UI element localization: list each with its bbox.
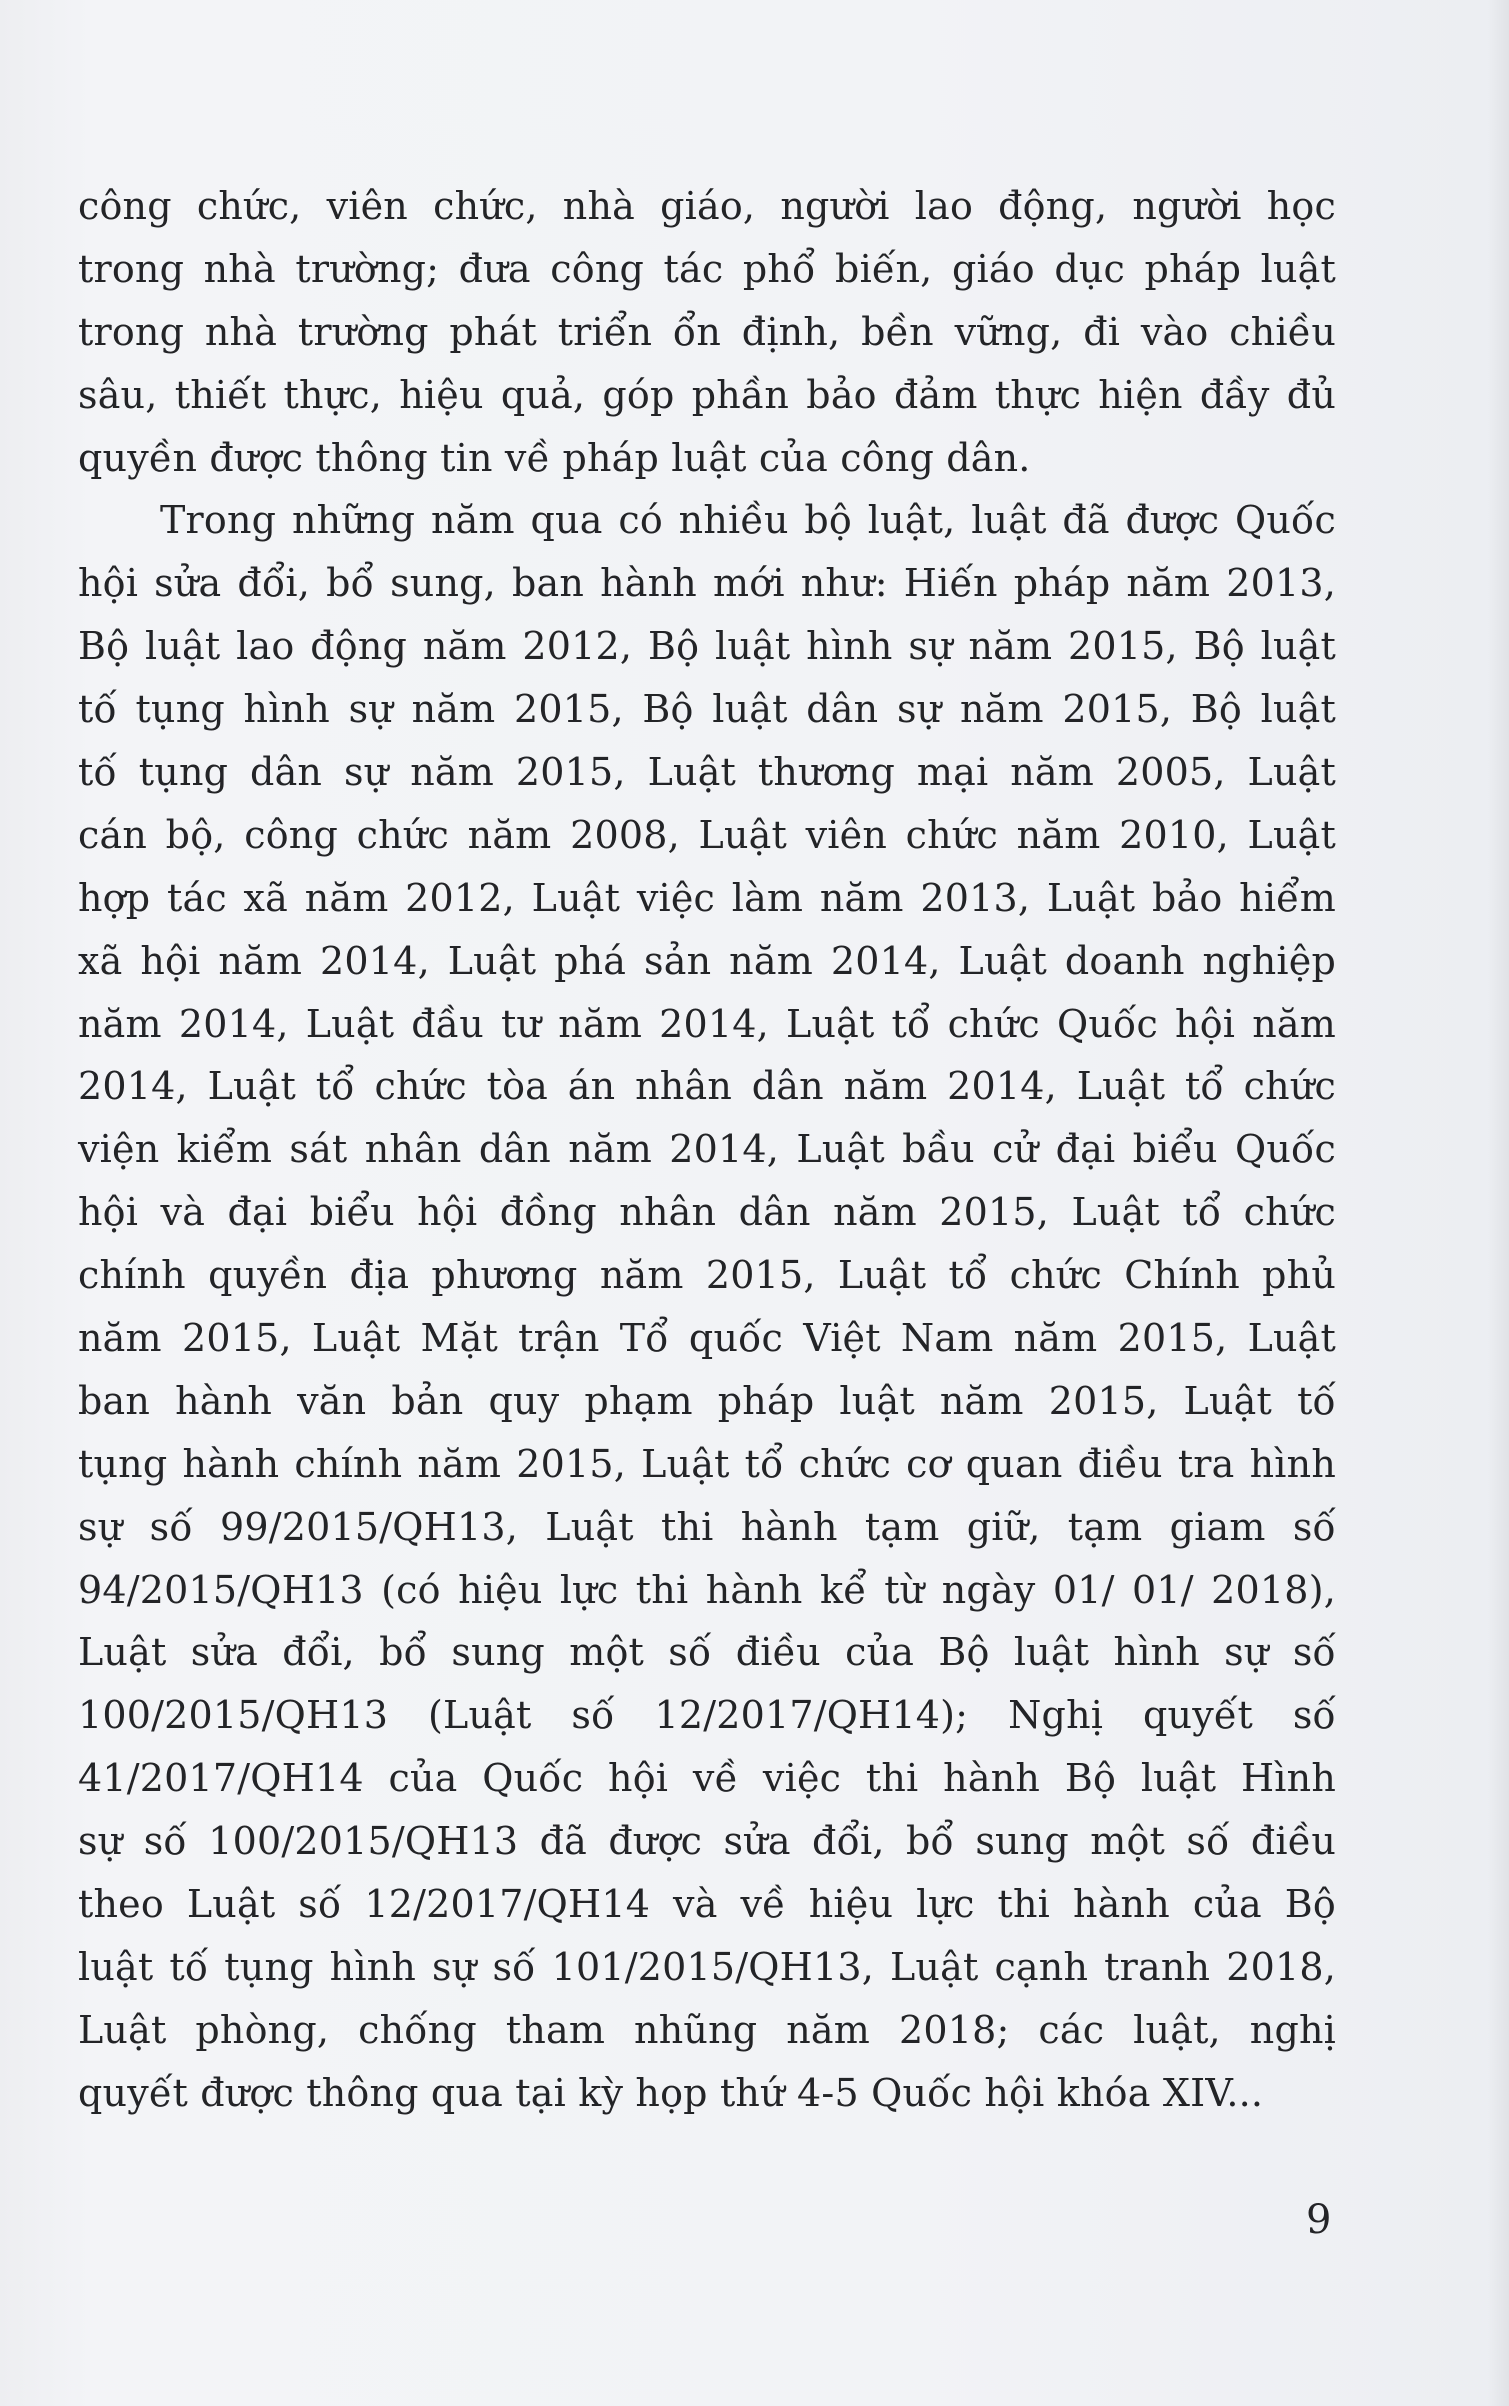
text-line: xã hội năm 2014, Luật phá sản năm 2014, Luật doanh nghiệp [78,938,1336,983]
text-line: ban hành văn bản quy phạm pháp luật năm 2015, Luật tố [78,1378,1336,1423]
text-line: sự số 99/2015/QH13, Luật thi hành tạm giữ, tạm giam số [78,1504,1336,1549]
text-line: quyền được thông tin về pháp luật của công dân. [78,435,1031,480]
text-line: 94/2015/QH13 (có hiệu lực thi hành kể từ ngày 01/ 01/ 2018), [78,1567,1336,1612]
text-line: Trong những năm qua có nhiều bộ luật, luật đã được Quốc [160,498,1336,543]
text-line: 100/2015/QH13 (Luật số 12/2017/QH14); Nghị quyết số [78,1693,1336,1738]
text-line: tố tụng hình sự năm 2015, Bộ luật dân sự năm 2015, Bộ luật [78,687,1336,732]
text-line: hội sửa đổi, bổ sung, ban hành mới như: Hiến pháp năm 2013, [78,561,1336,606]
text-line: trong nhà trường; đưa công tác phổ biến, giáo dục pháp luật [78,246,1336,291]
text-line: hội và đại biểu hội đồng nhân dân năm 2015, Luật tổ chức [78,1190,1336,1235]
paragraph-1 [78,175,1336,489]
body-text [78,175,1336,2125]
text-line: năm 2014, Luật đầu tư năm 2014, Luật tổ chức Quốc hội năm [78,1001,1336,1046]
text-line: Bộ luật lao động năm 2012, Bộ luật hình sự năm 2015, Bộ luật [78,624,1336,669]
text-line: viện kiểm sát nhân dân năm 2014, Luật bầu cử đại biểu Quốc [78,1127,1336,1172]
text-line: quyết được thông qua tại kỳ họp thứ 4-5 Quốc hội khóa XIV... [78,2070,1264,2115]
text-line: 41/2017/QH14 của Quốc hội về việc thi hành Bộ luật Hình [78,1756,1336,1801]
text-line: hợp tác xã năm 2012, Luật việc làm năm 2013, Luật bảo hiểm [78,875,1336,920]
text-line: năm 2015, Luật Mặt trận Tổ quốc Việt Nam năm 2015, Luật [78,1316,1336,1361]
text-line: Luật phòng, chống tham nhũng năm 2018; các luật, nghị [78,2007,1336,2052]
text-line: cán bộ, công chức năm 2008, Luật viên chức năm 2010, Luật [78,812,1336,857]
text-line: công chức, viên chức, nhà giáo, người lao động, người học [78,184,1336,228]
text-line: Luật sửa đổi, bổ sung một số điều của Bộ luật hình sự số [78,1630,1336,1675]
text-line: tụng hành chính năm 2015, Luật tổ chức cơ quan điều tra hình [78,1441,1336,1486]
text-line: trong nhà trường phát triển ổn định, bền vững, đi vào chiều [78,309,1336,354]
text-line: tố tụng dân sự năm 2015, Luật thương mại năm 2005, Luật [78,750,1336,795]
text-line: 2014, Luật tổ chức tòa án nhân dân năm 2014, Luật tổ chức [78,1064,1336,1109]
text-line: luật tố tụng hình sự số 101/2015/QH13, Luật cạnh tranh 2018, [78,1944,1336,1989]
paragraph-2 [78,489,1336,2124]
text-line: sự số 100/2015/QH13 đã được sửa đổi, bổ sung một số điều [78,1819,1336,1864]
text-line: theo Luật số 12/2017/QH14 và về hiệu lực thi hành của Bộ [78,1882,1336,1927]
text-line: chính quyền địa phương năm 2015, Luật tổ chức Chính phủ [78,1253,1336,1298]
text-line: sâu, thiết thực, hiệu quả, góp phần bảo đảm thực hiện đầy đủ [78,372,1336,417]
page-number: 9 [1306,2197,1332,2243]
page-edge-shadow [1487,0,1509,2406]
